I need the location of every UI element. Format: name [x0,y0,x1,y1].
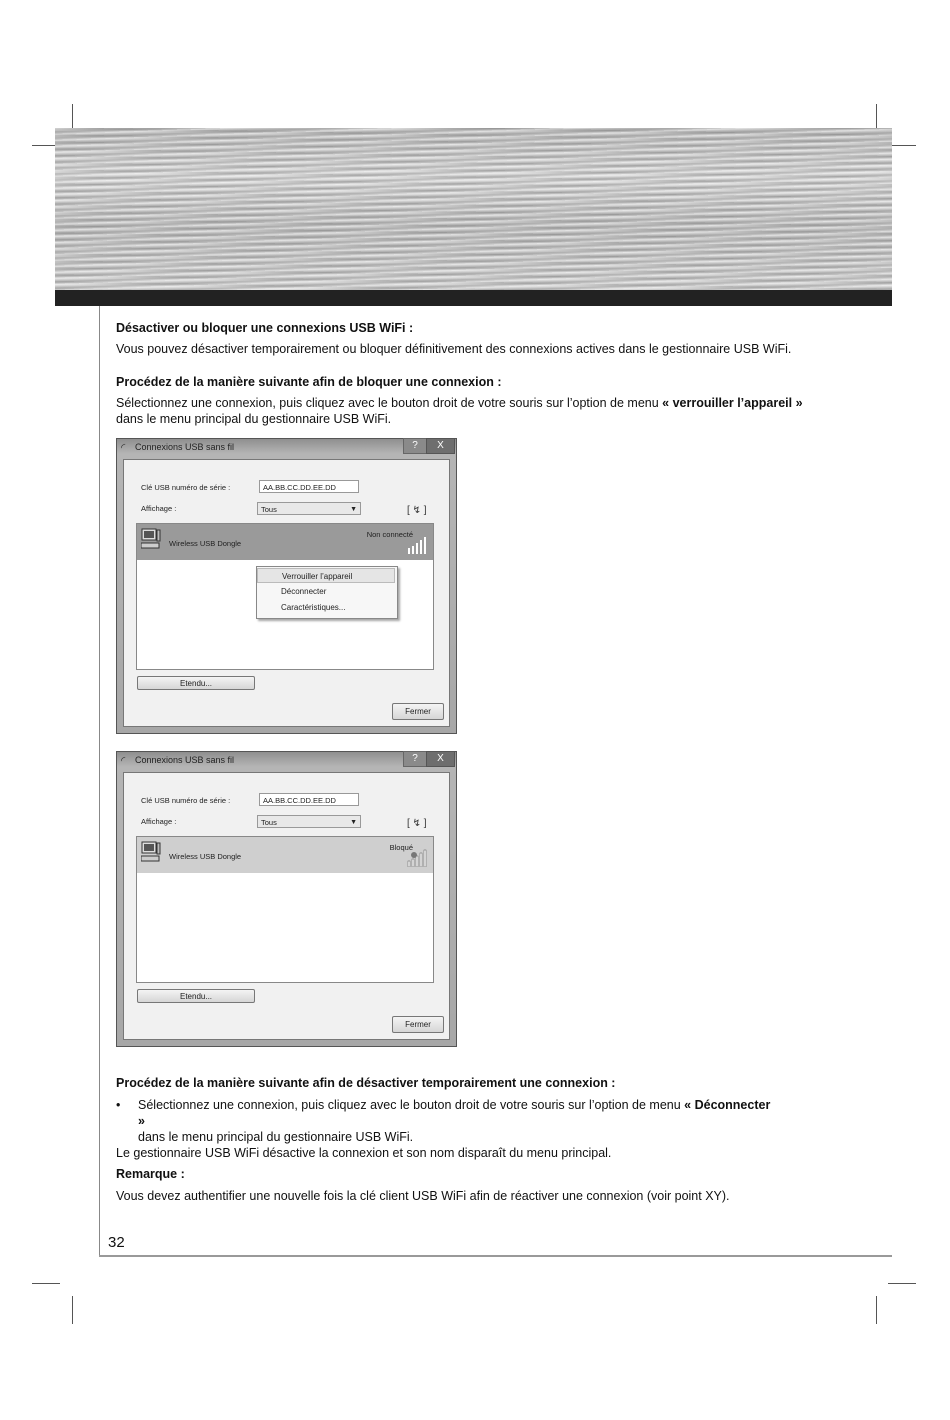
device-status: Bloqué [389,843,413,852]
help-button[interactable]: ? [403,438,427,454]
wifi-icon: ◜ [121,442,126,454]
computer-icon [141,528,161,550]
device-row[interactable] [137,524,433,560]
crop-mark [32,1283,60,1284]
chevron-down-icon: ▼ [350,819,357,826]
note-label: Remarque : [116,1167,185,1181]
wifi-icon: ◜ [121,755,126,767]
chevron-down-icon: ▼ [350,506,357,513]
margin-rule [99,306,100,1256]
display-select[interactable] [257,502,361,515]
signal-blocked-icon [407,849,429,867]
header-banner [55,128,892,290]
connections-dialog-menu [116,438,457,734]
context-menu [256,566,398,619]
device-status: Non connecté [366,530,413,539]
device-name: Wireless USB Dongle [169,539,242,548]
bullet-item: Sélectionnez une connexion, puis cliquez avec le bouton droit de votre souris sur l’option de menu « Déconnecter » dans le menu principal du gestionnaire USB WiFi. [138,1098,771,1144]
close-icon[interactable]: X [426,438,455,454]
crop-mark [888,1283,916,1284]
display-select-value: Tous [261,818,277,827]
device-list [136,836,434,983]
serial-label: Clé USB numéro de série : [141,796,231,805]
footer-rule [99,1255,892,1257]
dialog-body [123,459,450,727]
block-instructions: Sélectionnez une connexion, puis cliquez avec le bouton droit de votre souris sur l’option de menu « verrouiller l’appareil » dans le menu principal du gestionnaire USB WiFi. [116,396,803,426]
refresh-icon[interactable]: [ ↯ ] [407,818,427,829]
intro-paragraph: Vous pouvez désactiver temporairement ou bloquer définitivement des connexions actives dans le gestionnaire USB WiFi. [116,342,792,356]
section-heading-block: Procédez de la manière suivante afin de bloquer une connexion : [116,375,502,389]
device-name: Wireless USB Dongle [169,852,242,861]
display-label: Affichage : [141,504,177,513]
section-heading-disable-block: Désactiver ou bloquer une connexions USB WiFi : [116,321,414,335]
computer-icon [141,841,161,863]
connections-dialog-blocked [116,751,457,1047]
serial-field: AA.BB.CC.DD.EE.DD [259,480,359,493]
crop-mark [72,1296,73,1324]
close-button[interactable]: Fermer [392,703,444,720]
close-icon[interactable]: X [426,751,455,767]
section-heading-disable: Procédez de la manière suivante afin de désactiver temporairement une connexion : [116,1076,616,1090]
help-button[interactable]: ? [403,751,427,767]
signal-strength-icon [407,536,429,554]
display-label: Affichage : [141,817,177,826]
extended-button[interactable]: Etendu... [137,989,255,1003]
extended-button[interactable]: Etendu... [137,676,255,690]
serial-label: Clé USB numéro de série : [141,483,231,492]
serial-field: AA.BB.CC.DD.EE.DD [259,793,359,806]
page-number: 32 [108,1234,125,1251]
menu-item-properties[interactable]: Caractéristiques... [281,603,346,612]
refresh-icon[interactable]: [ ↯ ] [407,505,427,516]
crop-mark [888,145,916,146]
menu-item-lock-device[interactable]: Verrouiller l’appareil [257,568,395,583]
bullet-symbol: • [116,1098,121,1112]
dialog-title: Connexions USB sans fil [135,755,235,765]
display-select-value: Tous [261,505,277,514]
note-text: Vous devez authentifier une nouvelle fois la clé client USB WiFi afin de réactiver une connexion (voir point XY). [116,1189,730,1203]
header-bar [55,290,892,306]
device-row[interactable] [137,837,433,873]
dialog-title: Connexions USB sans fil [135,442,235,452]
menu-item-disconnect[interactable]: Déconnecter [281,587,327,596]
result-paragraph: Le gestionnaire USB WiFi désactive la connexion et son nom disparaît du menu principal. [116,1146,612,1160]
close-button[interactable]: Fermer [392,1016,444,1033]
display-select[interactable] [257,815,361,828]
crop-mark [876,1296,877,1324]
dialog-body [123,772,450,1040]
